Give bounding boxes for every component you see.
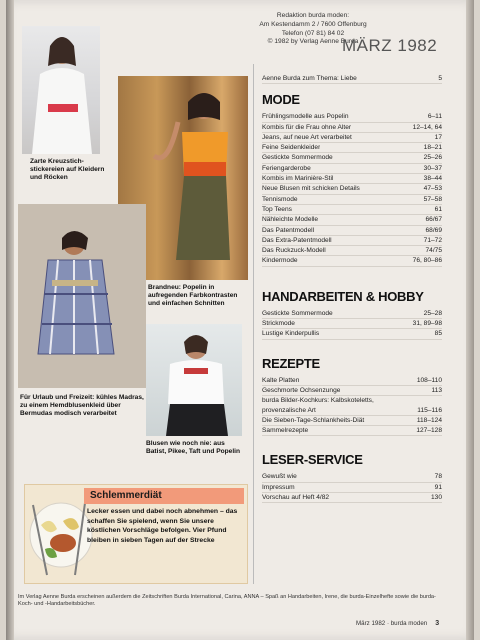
toc-title: Feine Seidenkleider <box>262 144 321 152</box>
toc-page: 108–110 <box>416 376 442 384</box>
toc-row <box>262 386 442 396</box>
toc-title: Geschmorte Ochsenzunge <box>262 386 341 394</box>
caption-embroidery: Zarte Kreuzstich-stickereien auf Kleidern und Röcken <box>30 158 105 181</box>
toc-title: Die Sieben-Tage-Schlankheits-Diät <box>262 416 365 424</box>
page-edge-right <box>466 0 474 640</box>
toc-title: Gestickte Sommermode <box>262 309 333 317</box>
toc-page: 85 <box>434 330 442 338</box>
toc-row <box>262 483 442 493</box>
toc-page: 118–124 <box>416 416 442 424</box>
toc-title: Frühlingsmodelle aus Popelin <box>262 113 349 121</box>
toc-row <box>262 195 442 205</box>
imprint-line: Redaktion burda moden: <box>276 12 350 19</box>
toc-row <box>262 472 442 482</box>
toc-page: 18–21 <box>423 144 442 152</box>
toc-row <box>262 123 442 133</box>
toc-row <box>262 246 442 256</box>
toc-row <box>262 174 442 184</box>
toc-row <box>262 396 442 416</box>
issue-month: MÄRZ 1982 <box>342 36 438 55</box>
toc-title: Jeans, auf neue Art verarbeitet <box>262 133 352 141</box>
toc-title: Tennismode <box>262 195 298 203</box>
toc-row <box>262 205 442 215</box>
toc-row <box>262 426 442 436</box>
toc-title: Das Patentmodell <box>262 226 315 234</box>
toc-title: Kindermode <box>262 257 298 265</box>
imprint-line: © 1982 by Verlag Aenne Burda <box>267 38 359 46</box>
page-edge-left <box>6 0 14 640</box>
toc-row <box>262 74 442 84</box>
caption-blusen: Blusen wie noch nie: aus Batist, Pikee, Taft und Popelin <box>146 440 241 455</box>
imprint-line: Am Kestendamm 2 / 7600 Offenburg <box>259 20 367 28</box>
toc-title: Gestickte Sommermode <box>262 154 333 162</box>
caption-madras: Für Urlaub und Freizeit: kühles Madras, zu einem Hemdblusenkleid über Bermudas modisch verarbeitet <box>20 394 144 417</box>
toc-title: Kalte Platten <box>262 376 300 384</box>
folio-page-number: 3 <box>435 620 440 627</box>
caption-brandneu: Brandneu: Popelin in aufregenden Farbkontrasten und einfachen Schnitten <box>148 284 238 307</box>
section-heading-mode: MODE <box>262 92 300 108</box>
toc-page: 25–28 <box>423 309 442 317</box>
toc-page: 31, 89–98 <box>412 320 442 328</box>
toc-row <box>262 329 442 339</box>
toc-title: Das Ruckzuck-Modell <box>262 247 326 255</box>
toc-row <box>262 319 442 329</box>
photo-blouse <box>146 324 242 436</box>
toc-page: 57–58 <box>423 195 442 203</box>
toc-row <box>262 112 442 122</box>
toc-row <box>262 416 442 426</box>
toc-title: Kombis im Marinière-Stil <box>262 175 334 183</box>
toc-page: 130 <box>430 494 442 502</box>
toc-row <box>262 143 442 153</box>
toc-page: 66/67 <box>425 216 442 224</box>
toc-page: 25–26 <box>423 154 442 162</box>
section-heading-handarbeiten: HANDARBEITEN & HOBBY <box>262 288 424 304</box>
toc-row <box>262 184 442 194</box>
toc-row <box>262 376 442 386</box>
column-divider <box>253 64 254 584</box>
table-of-contents <box>262 74 442 503</box>
publisher-footer: Im Verlag Aenne Burda erscheinen außerdem die Zeitschriften Burda International, Carina, ANNA – Spaß an Handarbeiten, Irene, die burda-Einzelhefte sowie die burda-Koch- und -Handarbeitsbücher. <box>18 594 436 608</box>
toc-title: Strickmode <box>262 320 295 328</box>
toc-page: 17 <box>434 133 442 141</box>
toc-page: 12–14, 64 <box>412 123 442 131</box>
toc-page: 74/75 <box>425 247 442 255</box>
toc-title: Sammelrezepte <box>262 427 309 435</box>
section-heading-leser-service: LESER-SERVICE <box>262 452 363 468</box>
toc-page: 68/69 <box>425 226 442 234</box>
toc-page: 47–53 <box>423 185 442 193</box>
section-heading-rezepte: REZEPTE <box>262 355 320 371</box>
toc-title: burda Bilder-Kochkurs: Kalbskoteletts, provenzalische Art <box>262 397 374 414</box>
toc-row <box>262 153 442 163</box>
toc-title: Kombis für die Frau ohne Alter <box>262 123 352 131</box>
page-folio <box>356 620 439 627</box>
toc-page: 127–128 <box>416 427 442 435</box>
toc-title: Nähleichte Modelle <box>262 216 319 224</box>
toc-page: 91 <box>434 483 442 491</box>
toc-page: 61 <box>434 205 442 213</box>
toc-title: Top Teens <box>262 205 292 213</box>
toc-page: 6–11 <box>427 113 442 121</box>
toc-page: 115–116 <box>417 406 442 414</box>
toc-row <box>262 493 442 503</box>
toc-page: 113 <box>431 386 442 394</box>
toc-page: 38–44 <box>423 175 442 183</box>
toc-title: Lustige Kinderpullis <box>262 330 320 338</box>
toc-title: Das Extra-Patentmodell <box>262 236 332 244</box>
toc-title: Feriengarderobe <box>262 164 311 172</box>
toc-title: Impressum <box>262 483 295 491</box>
toc-row <box>262 309 442 319</box>
photo-madras-dress <box>18 204 146 388</box>
toc-title: Vorschau auf Heft 4/82 <box>262 494 330 502</box>
toc-title: Aenne Burda zum Thema: Liebe <box>262 75 357 82</box>
toc-row <box>262 215 442 225</box>
toc-row <box>262 164 442 174</box>
toc-page: 30–37 <box>423 164 442 172</box>
photo-embroidered-dress <box>22 26 100 154</box>
toc-title: Gewußt wie <box>262 473 297 481</box>
toc-page: 71–72 <box>423 236 442 244</box>
schlemmerdiaet-title: Schlemmerdiät <box>84 488 244 504</box>
toc-page: 78 <box>434 473 442 481</box>
toc-title: Neue Blusen mit schicken Details <box>262 185 360 193</box>
toc-row <box>262 226 442 236</box>
toc-page: 76, 80–86 <box>412 257 442 265</box>
imprint-line: Telefon (07 81) 84 02 <box>281 29 345 37</box>
toc-page: 5 <box>438 75 442 82</box>
schlemmerdiaet-text: Lecker essen und dabei noch abnehmen – das schaffen Sie spielend, wenn Sie unsere köstlichen Vorschläge befolgen. Vier Pfund bleiben in sieben Tagen auf der Strecke <box>87 508 238 544</box>
toc-row <box>262 236 442 246</box>
toc-row <box>262 256 442 266</box>
toc-row <box>262 133 442 143</box>
folio-label: März 1982 · burda moden <box>356 620 428 627</box>
